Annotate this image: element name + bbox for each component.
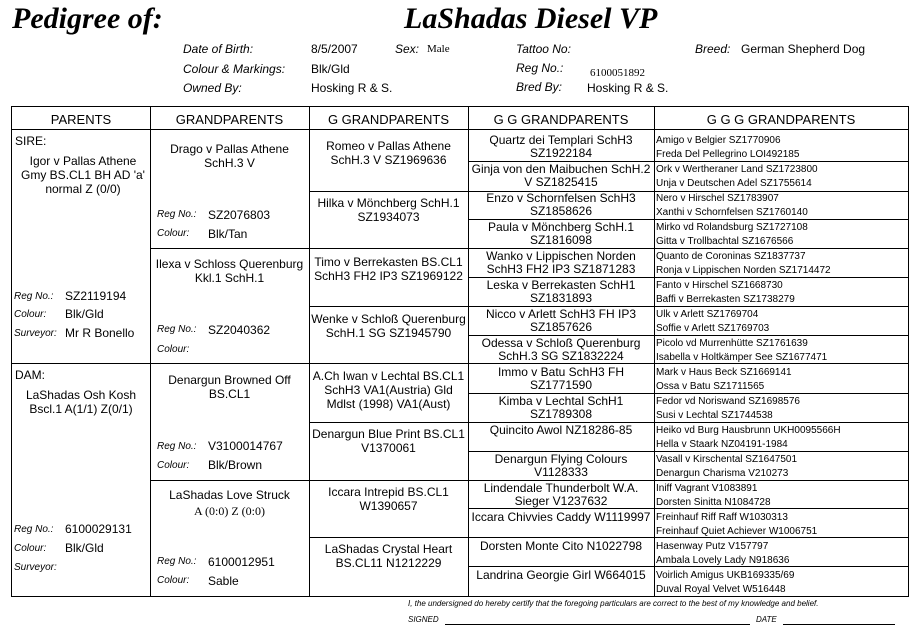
ggg-grandparent: Hella v Staark NZ04191-1984 (656, 439, 788, 450)
gg-grandparent: Kimba v Lechtal SchH1 SZ1789308 (498, 394, 624, 421)
ggg-grandparent: Freinhauf Riff Raff W1030313 (656, 512, 788, 523)
col-header-g-grandparents: G GRANDPARENTS (327, 112, 450, 127)
date-label: DATE (756, 615, 777, 624)
pedigree-table (11, 106, 909, 597)
col-header-grandparents: GRANDPARENTS (175, 112, 284, 127)
bred-label: Bred By: (516, 80, 563, 94)
owned-label: Owned By: (183, 81, 242, 95)
dam-reg: 6100029131 (65, 522, 132, 536)
ggg-grandparent: Fedor vd Noriswand SZ1698576 (656, 396, 800, 407)
grandparent-colour-label: Colour: (157, 344, 190, 355)
gg-grandparent: Landrina Georgie Girl W664015 (476, 568, 646, 582)
col-header-gg-grandparents: G G GRANDPARENTS (493, 112, 629, 127)
pedigree-label: Pedigree of: (12, 2, 163, 35)
col-divider (468, 107, 469, 596)
ggg-grandparent: Hasenway Putz V157797 (656, 541, 769, 552)
ggg-grandparent: Denargun Charisma V210273 (656, 468, 789, 479)
ggg-grandparent: Ronja v Lippischen Norden SZ1714472 (656, 265, 831, 276)
sire-colour-label: Colour: (14, 309, 47, 320)
ggg-grandparent: Picolo vd Murrenhütte SZ1761639 (656, 338, 808, 349)
sex-value: Male (427, 43, 450, 55)
col-divider (150, 107, 151, 596)
dam-colour-label: Colour: (14, 543, 47, 554)
gg-grandparent: Quincito Awol NZ18286-85 (489, 423, 633, 437)
breed-label: Breed: (695, 42, 731, 56)
ggg-grandparent: Freinhauf Quiet Achiever W1006751 (656, 526, 818, 537)
gg-grandparent: Paula v Mönchberg SchH.1 SZ1816098 (487, 220, 635, 247)
sire-dam-divider (12, 363, 908, 364)
sex-label: Sex: (395, 42, 420, 56)
ggg-grandparent: Ulk v Arlett SZ1769704 (656, 309, 759, 320)
grandparent-colour: Blk/Tan (208, 227, 248, 241)
certify-text: I, the undersigned do hereby certify that the foregoing particulars are correct to the best of my knowledge and belief. (408, 599, 819, 608)
grandparent-reg: 6100012951 (208, 555, 275, 569)
signature-line[interactable] (445, 624, 750, 625)
gg-grandparent: Nicco v Arlett SchH3 FH IP3 SZ1857626 (485, 307, 637, 334)
row-divider (468, 508, 908, 509)
ggg-grandparent: Ambala Lovely Lady N918636 (656, 555, 790, 566)
grandparent-reg-label: Reg No.: (157, 209, 197, 220)
gg-grandparent: Denargun Flying Colours V1128333 (494, 452, 628, 479)
ggg-grandparent: Voirlich Amigus UKB169335/69 (656, 570, 795, 581)
grandparent-colour-label: Colour: (157, 228, 190, 239)
reg-value: 6100051892 (590, 67, 645, 79)
grandparent-name: Ilexa v Schloss Querenburg Kkl.1 SchH.1 (155, 257, 304, 285)
ggg-grandparent: Dorsten Sinitta N1084728 (656, 497, 771, 508)
grandparent-reg: V3100014767 (208, 439, 283, 453)
sire-surveyor-label: Surveyor: (14, 328, 57, 339)
grandparent-colour-label: Colour: (157, 460, 190, 471)
gg-grandparent: Lindendale Thunderbolt W.A. Sieger V1237632 (483, 481, 639, 508)
sire-colour: Blk/Gld (65, 307, 104, 321)
col-header-ggg-grandparents: G G G GRANDPARENTS (706, 112, 856, 127)
owned-value: Hosking R & S. (311, 81, 393, 95)
colour-label: Colour & Markings: (183, 62, 286, 76)
dam-name: LaShadas Osh Kosh Bscl.1 A(1/1) Z(0/1) (25, 388, 137, 416)
grandparent-reg-label: Reg No.: (157, 441, 197, 452)
date-line[interactable] (783, 624, 895, 625)
g-grandparent: LaShadas Crystal Heart BS.CL11 N1212229 (324, 542, 453, 570)
ggg-grandparent: Unja v Deutschen Adel SZ1755614 (656, 178, 812, 189)
breed-value: German Shepherd Dog (741, 42, 866, 56)
col-divider (654, 107, 655, 596)
grandparent-colour: Sable (208, 574, 239, 588)
grandparent-reg: SZ2040362 (208, 323, 271, 337)
dam-reg-label: Reg No.: (14, 524, 54, 535)
ggg-grandparent: Mirko vd Rolandsburg SZ1727108 (656, 222, 808, 233)
sire-reg: SZ2119194 (65, 289, 127, 303)
row-divider (468, 566, 908, 567)
gg-grandparent: Odessa v Schloß Querenburg SchH.3 SG SZ1832224 (481, 336, 641, 363)
grandparent-name: Drago v Pallas Athene SchH.3 V (170, 142, 289, 170)
dam-colour: Blk/Gld (65, 541, 104, 555)
gg-grandparent: Quartz dei Templari SchH3 SZ1922184 (489, 133, 633, 160)
grandparent-name: LaShadas Love Struck (169, 488, 290, 502)
ggg-grandparent: Heiko vd Burg Hausbrunn UKH0095566H (656, 425, 841, 436)
sire-name: Igor v Pallas Athene Gmy BS.CL1 BH AD 'a' normal Z (0/0) (21, 154, 145, 196)
ggg-grandparent: Amigo v Belgier SZ1770906 (656, 135, 781, 146)
gg-grandparent: Wanko v Lippischen Norden SchH3 FH2 IP3 SZ1871283 (486, 249, 636, 276)
g-grandparent: Iccara Intrepid BS.CL1 W1390657 (328, 485, 449, 513)
g-grandparent: A.Ch Iwan v Lechtal BS.CL1 SchH3 VA1(Austria) Gld Mdlst (1998) VA1(Aust) (312, 369, 465, 411)
gg-grandparent: Ginja von den Maibuchen SchH.2 V SZ1825415 (471, 162, 651, 189)
grandparent-name: Denargun Browned Off BS.CL1 (168, 373, 291, 401)
ggg-grandparent: Isabella v Holtkämper See SZ1677471 (656, 352, 828, 363)
gg-grandparent: Enzo v Schornfelsen SchH3 SZ1858626 (486, 191, 636, 218)
bred-value: Hosking R & S. (587, 81, 669, 95)
grandparent-colour-label: Colour: (157, 575, 190, 586)
ggg-grandparent: Mark v Haus Beck SZ1669141 (656, 367, 792, 378)
ggg-grandparent: Ossa v Batu SZ1711565 (656, 381, 765, 392)
gg-grandparent: Dorsten Monte Cito N1022798 (479, 539, 643, 553)
ggg-grandparent: Soffie v Arlett SZ1769703 (656, 323, 770, 334)
grandparent-extra: A (0:0) Z (0:0) (194, 504, 265, 518)
ggg-grandparent: Freda Del Pellegrino LOI492185 (656, 149, 800, 160)
g-grandparent: Timo v Berrekasten BS.CL1 SchH3 FH2 IP3 SZ1969122 (314, 255, 463, 283)
g-grandparent: Romeo v Pallas Athene SchH.3 V SZ1969636 (326, 139, 451, 167)
sire-surveyor: Mr R Bonello (65, 326, 135, 340)
signed-label: SIGNED (408, 615, 439, 624)
dam-label: DAM: (15, 368, 45, 382)
ggg-grandparent: Susi v Lechtal SZ1744538 (656, 410, 773, 421)
dob-value: 8/5/2007 (311, 42, 358, 56)
col-divider (309, 107, 310, 596)
grandparent-reg-label: Reg No.: (157, 556, 197, 567)
gg-grandparent: Immo v Batu SchH3 FH SZ1771590 (497, 365, 625, 392)
ggg-grandparent: Ork v Wertheraner Land SZ1723800 (656, 164, 818, 175)
g-grandparent: Denargun Blue Print BS.CL1 V1370061 (312, 427, 465, 455)
ggg-grandparent: Vasall v Kirschental SZ1647501 (656, 454, 798, 465)
sire-reg-label: Reg No.: (14, 291, 54, 302)
grandparent-reg: SZ2076803 (208, 208, 271, 222)
ggg-grandparent: Duval Royal Velvet W516448 (656, 584, 786, 595)
dob-label: Date of Birth: (183, 42, 254, 56)
ggg-grandparent: Iniff Vagrant V1083891 (656, 483, 758, 494)
reg-label: Reg No.: (516, 61, 564, 75)
gg-grandparent: Leska v Berrekasten SchH1 SZ1831893 (486, 278, 636, 305)
ggg-grandparent: Nero v Hirschel SZ1783907 (656, 193, 779, 204)
ggg-grandparent: Quanto de Coroninas SZ1837737 (656, 251, 806, 262)
col-header-parents: PARENTS (50, 112, 112, 127)
header-divider (12, 129, 908, 130)
ggg-grandparent: Xanthi v Schornfelsen SZ1760140 (656, 207, 808, 218)
g-grandparent: Wenke v Schloß Querenburg SchH.1 SG SZ1945790 (311, 312, 466, 340)
colour-value: Blk/Gld (311, 62, 350, 76)
grandparent-reg-label: Reg No.: (157, 324, 197, 335)
grandparent-colour: Blk/Brown (208, 458, 263, 472)
dog-name: LaShadas Diesel VP (404, 2, 658, 35)
ggg-grandparent: Baffi v Berrekasten SZ1738279 (656, 294, 795, 305)
gg-grandparent: Iccara Chivvies Caddy W1119997 (471, 510, 651, 524)
sire-label: SIRE: (15, 134, 47, 148)
tattoo-label: Tattoo No: (516, 42, 571, 56)
g-grandparent: Hilka v Mönchberg SchH.1 SZ1934073 (317, 196, 460, 224)
ggg-grandparent: Fanto v Hirschel SZ1668730 (656, 280, 783, 291)
row-divider (309, 537, 908, 538)
ggg-grandparent: Gitta v Trollbachtal SZ1676566 (656, 236, 794, 247)
dam-surveyor-label: Surveyor: (14, 562, 57, 573)
